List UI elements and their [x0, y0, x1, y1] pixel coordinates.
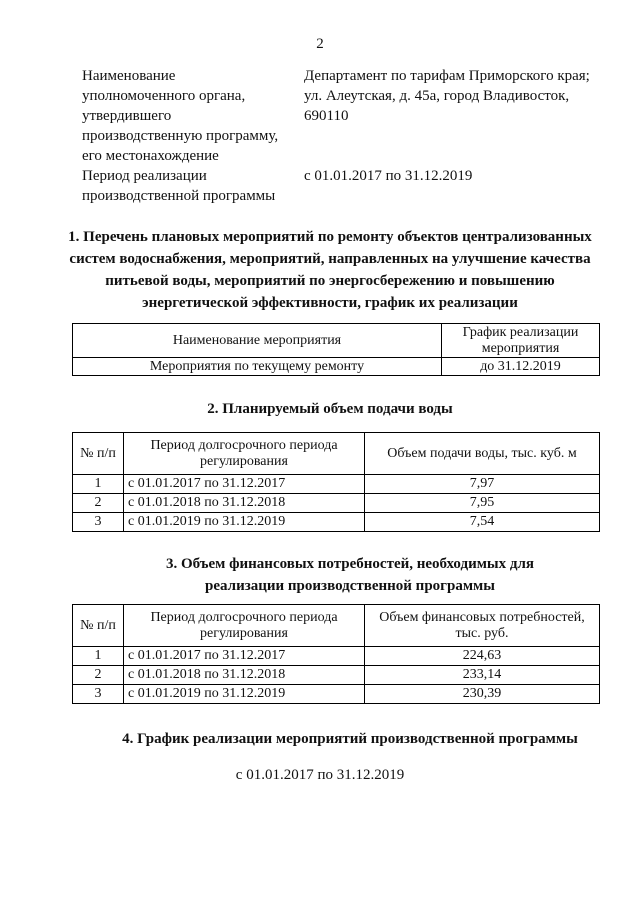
table-cell: с 01.01.2018 по 31.12.2018	[124, 666, 365, 685]
table-cell: с 01.01.2018 по 31.12.2018	[124, 494, 365, 513]
period-value: с 01.01.2017 по 31.12.2019	[304, 168, 473, 184]
table-cell: 2	[73, 666, 124, 685]
table-cell: 3	[73, 685, 124, 704]
column-header: Период долгосрочного периода регулирования	[124, 433, 365, 475]
section2-table	[72, 432, 600, 532]
column-header: № п/п	[73, 605, 124, 647]
table-cell: с 01.01.2017 по 31.12.2017	[124, 475, 365, 494]
table-row	[73, 685, 600, 704]
section3-title: 3. Объем финансовых потребностей, необходимых для реализации производственной программы	[165, 556, 535, 594]
table-cell: 7,54	[365, 513, 600, 532]
column-header: Объем финансовых потребностей, тыс. руб.	[365, 605, 600, 647]
table-cell: 7,95	[365, 494, 600, 513]
authority-row	[82, 66, 602, 164]
section4-title: 4. График реализации мероприятий производственной программы	[122, 731, 578, 747]
table-cell: с 01.01.2017 по 31.12.2017	[124, 647, 365, 666]
table-cell: 7,97	[365, 475, 600, 494]
table-cell: 2	[73, 494, 124, 513]
table-header-row	[73, 433, 600, 475]
table-row	[73, 666, 600, 685]
table-cell: с 01.01.2019 по 31.12.2019	[124, 685, 365, 704]
section3-table	[72, 604, 600, 704]
table-cell: Мероприятия по текущему ремонту	[73, 358, 442, 376]
table-header-row	[73, 324, 600, 358]
section1-table	[72, 323, 600, 376]
table-cell: 230,39	[365, 685, 600, 704]
table-row	[73, 513, 600, 532]
table-cell: 3	[73, 513, 124, 532]
table-cell: 224,63	[365, 647, 600, 666]
table-cell: 1	[73, 647, 124, 666]
authority-label: Наименование уполномоченного органа, утвердившего производственную программу, его местонахождение	[82, 68, 279, 164]
table-header-row	[73, 605, 600, 647]
section4-period: с 01.01.2017 по 31.12.2019	[235, 767, 405, 783]
table-cell: 1	[73, 475, 124, 494]
column-header: Период долгосрочного периода регулирования	[124, 605, 365, 647]
page-number: 2	[316, 36, 324, 52]
section1-title: 1. Перечень плановых мероприятий по ремонту объектов централизованных систем водоснабжения, мероприятий, направленных на улучшение качества питьевой воды, мероприятий по энергосбережению и повышению энергетической эффективности, график их реализации	[68, 229, 592, 311]
authority-value: Департамент по тарифам Приморского края; ул. Алеутская, д. 45а, город Владивосток, 690110	[304, 68, 590, 124]
table-row	[73, 647, 600, 666]
period-label: Период реализации производственной программы	[82, 168, 276, 204]
table-row	[73, 494, 600, 513]
column-header: Наименование мероприятия	[73, 324, 442, 358]
table-cell: до 31.12.2019	[442, 358, 600, 376]
table-cell: с 01.01.2019 по 31.12.2019	[124, 513, 365, 532]
table-row	[73, 475, 600, 494]
column-header: № п/п	[73, 433, 124, 475]
period-row	[82, 166, 602, 206]
table-row	[73, 358, 600, 376]
column-header: Объем подачи воды, тыс. куб. м	[365, 433, 600, 475]
section2-title: 2. Планируемый объем подачи воды	[207, 401, 453, 417]
column-header: График реализации мероприятия	[442, 324, 600, 358]
table-cell: 233,14	[365, 666, 600, 685]
